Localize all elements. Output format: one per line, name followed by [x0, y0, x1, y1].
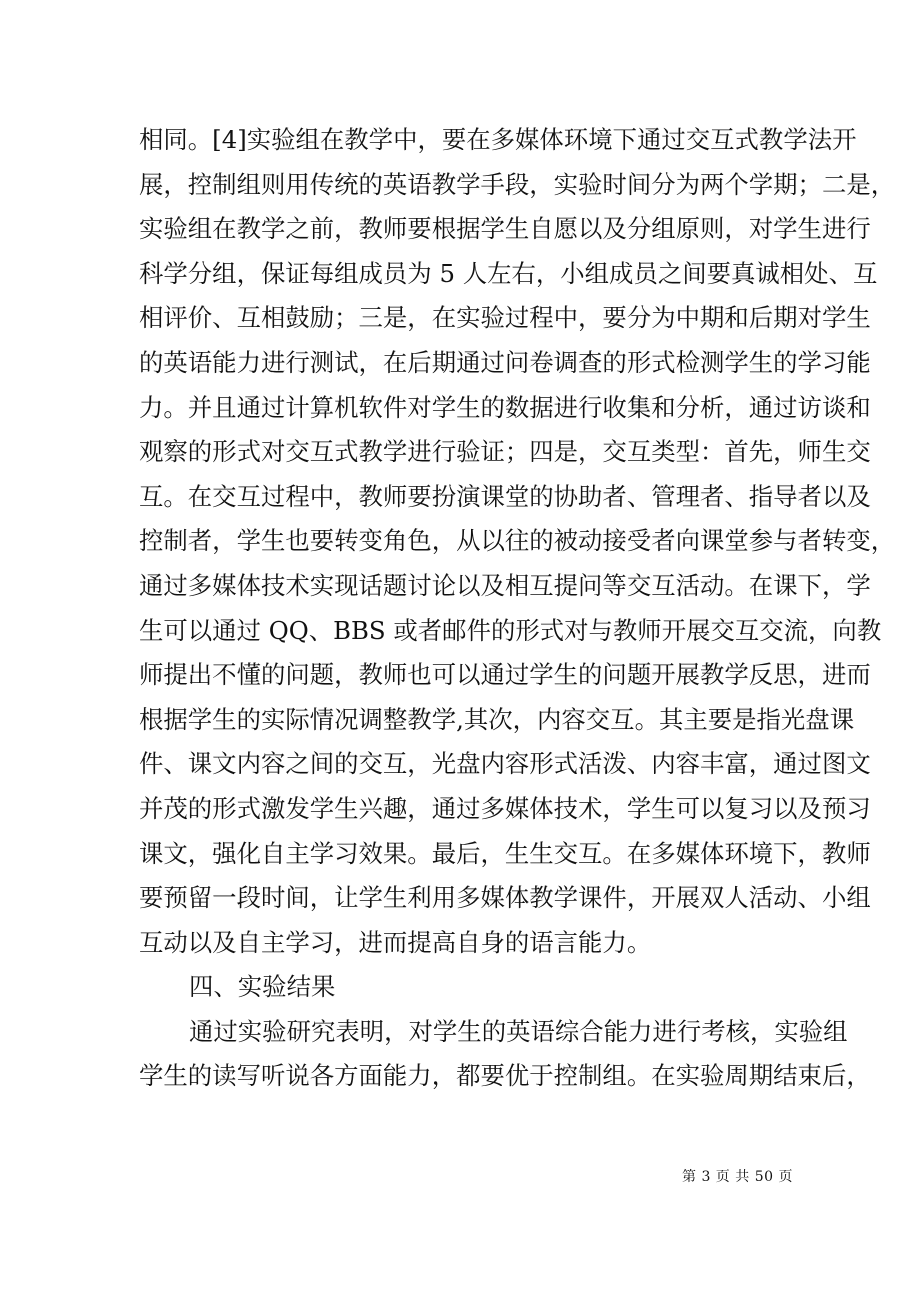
text-line: 学生的读写听说各方面能力，都要优于控制组。在实验周期结束后，	[139, 1061, 871, 1091]
text-line: 课文，强化自主学习效果。最后，生生交互。在多媒体环境下，教师	[139, 838, 871, 868]
text-line: 件、课文内容之间的交互，光盘内容形式活泼、内容丰富，通过图文	[139, 749, 871, 779]
text-line: 的英语能力进行测试，在后期通过问卷调查的形式检测学生的学习能	[139, 347, 871, 377]
text-line: 并茂的形式激发学生兴趣，通过多媒体技术，学生可以复习以及预习	[139, 793, 871, 823]
text-line: 通过实验研究表明，对学生的英语综合能力进行考核，实验组	[189, 1016, 848, 1046]
text-line: 互。在交互过程中，教师要扮演课堂的协助者、管理者、指导者以及	[139, 481, 871, 511]
text-line: 要预留一段时间，让学生利用多媒体教学课件，开展双人活动、小组	[139, 883, 871, 913]
text-line: 师提出不懂的问题，教师也可以通过学生的问题开展教学反思，进而	[139, 660, 871, 690]
text-line: 相评价、互相鼓励；三是，在实验过程中，要分为中期和后期对学生	[139, 303, 871, 333]
text-line: 力。并且通过计算机软件对学生的数据进行收集和分析，通过访谈和	[139, 392, 871, 422]
document-body	[139, 118, 896, 1099]
text-line: 展，控制组则用传统的英语教学手段，实验时间分为两个学期；二是，	[139, 169, 896, 199]
page-number: 第 3 页 共 50 页	[682, 1169, 793, 1185]
text-line: 控制者，学生也要转变角色，从以往的被动接受者向课堂参与者转变，	[139, 526, 896, 556]
text-line: 实验组在教学之前，教师要根据学生自愿以及分组原则，对学生进行	[139, 214, 871, 244]
text-line: 科学分组，保证每组成员为 5 人左右，小组成员之间要真诚相处、互	[139, 258, 878, 288]
text-line: 互动以及自主学习，进而提高自身的语言能力。	[139, 927, 652, 957]
text-line: 观察的形式对交互式教学进行验证；四是，交互类型：首先，师生交	[139, 437, 871, 467]
text-line: 通过多媒体技术实现话题讨论以及相互提问等交互活动。在课下，学	[139, 570, 871, 600]
section-heading: 四、实验结果	[189, 972, 336, 1002]
text-line: 根据学生的实际情况调整教学,其次，内容交互。其主要是指光盘课	[139, 704, 855, 734]
text-line: 相同。[4]实验组在教学中，要在多媒体环境下通过交互式教学法开	[139, 125, 857, 154]
text-line: 生可以通过 QQ、BBS 或者邮件的形式对与教师开展交互交流，向教	[139, 615, 882, 645]
